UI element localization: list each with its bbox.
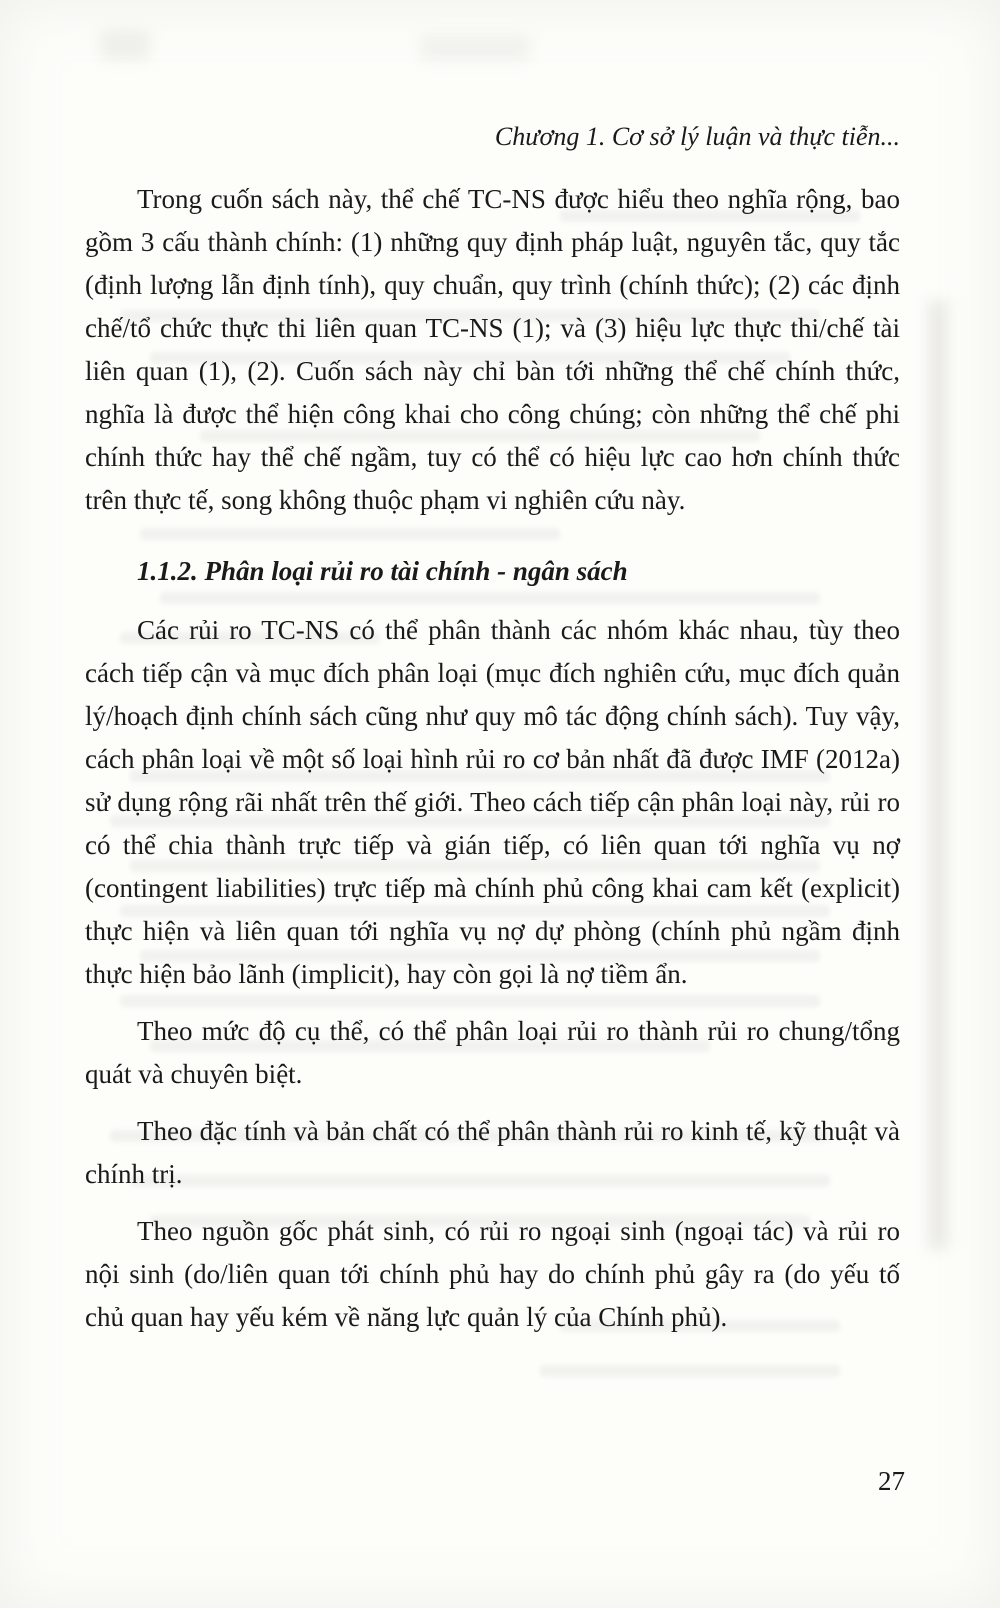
scan-streak-artifact xyxy=(928,300,948,1250)
paragraph-4: Theo đặc tính và bản chất có thể phân thành rủi ro kinh tế, kỹ thuật và chính trị. xyxy=(85,1116,900,1189)
running-header: Chương 1. Cơ sở lý luận và thực tiễn... xyxy=(494,122,900,151)
paragraph-3: Theo mức độ cụ thể, có thể phân loại rủi ro thành rủi ro chung/tổng quát và chuyên biệt. xyxy=(85,1016,900,1089)
page-number: 27 xyxy=(878,1466,905,1496)
scan-smudge-artifact xyxy=(100,30,150,60)
paragraph-2: Các rủi ro TC-NS có thể phân thành các nhóm khác nhau, tùy theo cách tiếp cận và mục đích phân loại (mục đích nghiên cứu, mục đích quản lý/hoạch định chính sách cũng như quy mô tác động chính sách). Tuy vậy, cách phân loại về một số loại hình rủi ro cơ bản nhất đã được IMF (2012a) sử dụng rộng rãi nhất trên thế giới. Theo cách tiếp cận phân loại này, rủi ro có thể chia thành trực tiếp và gián tiếp, có liên quan tới nghĩa vụ nợ (contingent liabilities) trực tiếp mà chính phủ công khai cam kết (explicit) thực hiện và liên quan tới nghĩa vụ nợ dự phòng (chính phủ ngầm định thực hiện bảo lãnh (implicit), hay còn gọi là nợ tiềm ẩn. xyxy=(85,615,900,989)
scan-smudge-artifact xyxy=(420,35,530,61)
section-heading-1-1-2: 1.1.2. Phân loại rủi ro tài chính - ngân sách xyxy=(137,556,628,586)
paragraph-1: Trong cuốn sách này, thể chế TC-NS được hiểu theo nghĩa rộng, bao gồm 3 cấu thành chính: (1) những quy định pháp luật, nguyên tắc, quy tắc (định lượng lẫn định tính), quy chuẩn, quy trình (chính thức); (2) các định chế/tổ chức thực thi liên quan TC-NS (1); và (3) hiệu lực thực thi/chế tài liên quan (1), (2). Cuốn sách này chỉ bàn tới những thể chế chính thức, nghĩa là được thể hiện công khai cho công chúng; còn những thể chế phi chính thức hay thể chế ngầm, tuy có thể có hiệu lực cao hơn chính thức trên thực tế, song không thuộc phạm vi nghiên cứu này. xyxy=(85,184,900,515)
bleedthrough-artifact xyxy=(540,1365,840,1377)
text-column xyxy=(85,178,900,1353)
paragraph-5: Theo nguồn gốc phát sinh, có rủi ro ngoại sinh (ngoại tác) và rủi ro nội sinh (do/liên quan tới chính phủ hay do chính phủ gây ra (do yếu tố chủ quan hay yếu kém về năng lực quản lý của Chính phủ). xyxy=(85,1216,900,1332)
